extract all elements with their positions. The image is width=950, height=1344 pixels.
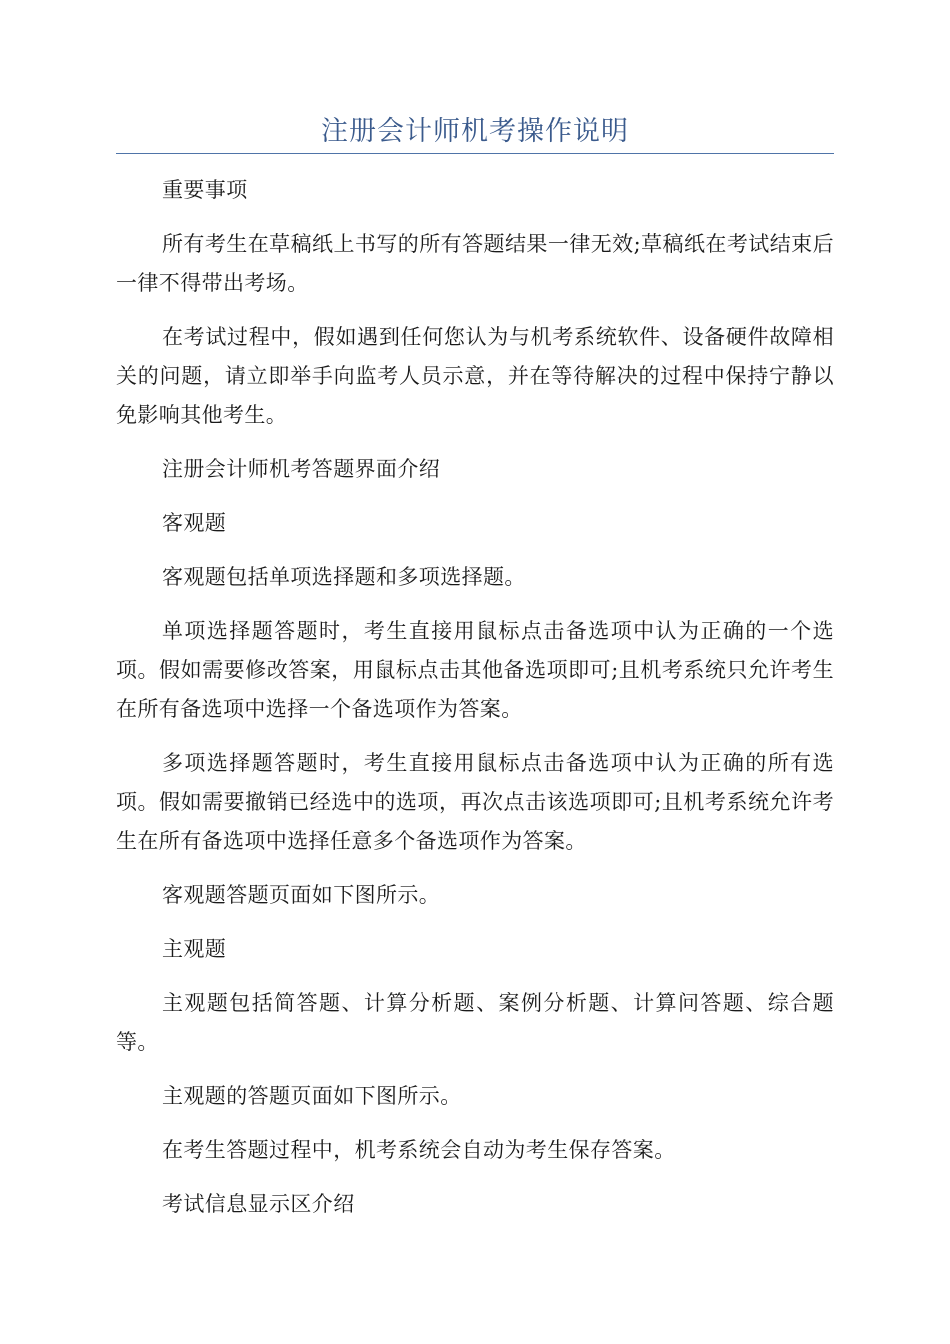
heading-important-notes: 重要事项	[162, 178, 248, 202]
heading-objective-questions: 客观题	[162, 511, 227, 535]
document-body	[116, 171, 834, 1239]
paragraph-objective-page: 客观题答题页面如下图所示。	[162, 883, 441, 907]
paragraph-single-choice: 单项选择题答题时，考生直接用鼠标点击备选项中认为正确的一个选项。假如需要修改答案，用鼠标点击其他备选项即可;且机考系统只允许考生在所有备选项中选择一个备选项作为答案。	[116, 619, 834, 721]
paragraph-objective-types: 客观题包括单项选择题和多项选择题。	[162, 565, 526, 589]
paragraph-scratch-paper: 所有考生在草稿纸上书写的所有答题结果一律无效;草稿纸在考试结束后一律不得带出考场。	[116, 232, 834, 295]
heading-exam-info-area: 考试信息显示区介绍	[162, 1192, 355, 1216]
heading-subjective-questions: 主观题	[162, 937, 227, 961]
document-title: 注册会计师机考操作说明	[321, 116, 629, 147]
paragraph-subjective-page: 主观题的答题页面如下图所示。	[162, 1084, 462, 1108]
paragraph-technical-issues: 在考试过程中，假如遇到任何您认为与机考系统软件、设备硬件故障相关的问题，请立即举手向监考人员示意，并在等待解决的过程中保持宁静以免影响其他考生。	[116, 325, 834, 427]
paragraph-auto-save: 在考生答题过程中，机考系统会自动为考生保存答案。	[162, 1138, 676, 1162]
paragraph-subjective-types: 主观题包括简答题、计算分析题、案例分析题、计算问答题、综合题等。	[116, 991, 834, 1054]
paragraph-multiple-choice: 多项选择题答题时，考生直接用鼠标点击备选项中认为正确的所有选项。假如需要撤销已经选中的选项，再次点击该选项即可;且机考系统允许考生在所有备选项中选择任意多个备选项作为答案。	[116, 751, 834, 853]
heading-interface-intro: 注册会计师机考答题界面介绍	[162, 457, 441, 481]
title-underline	[116, 153, 834, 154]
